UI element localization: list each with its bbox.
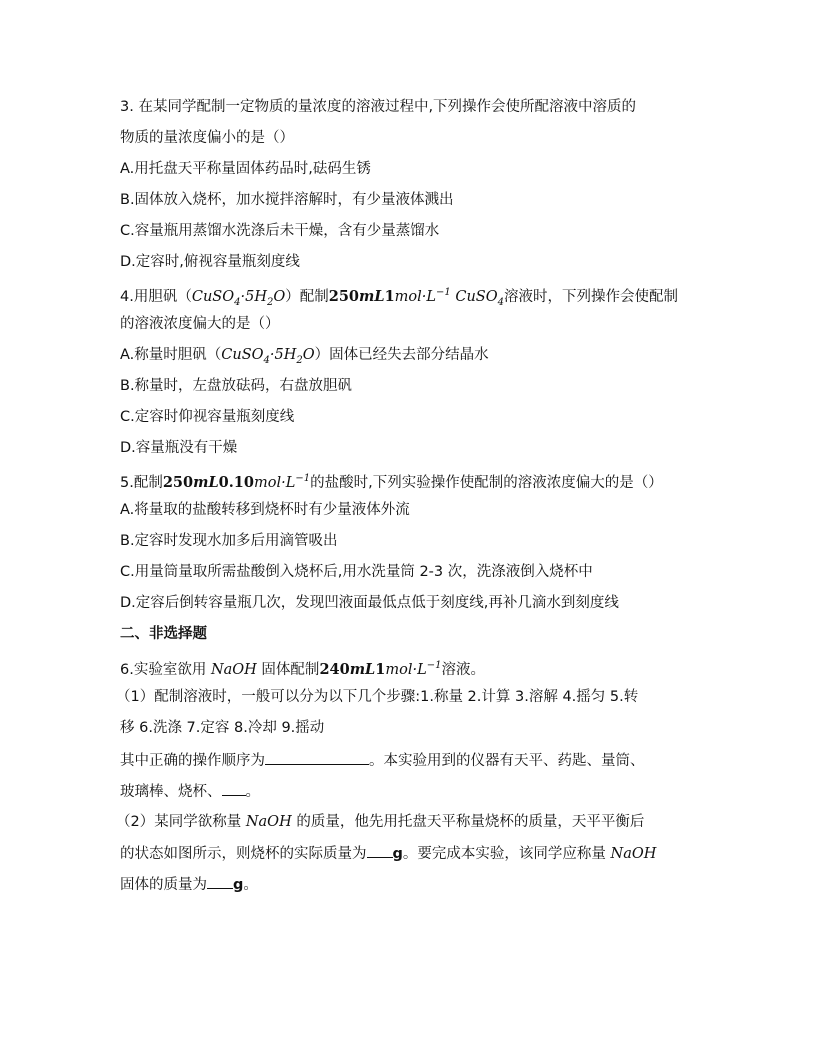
q4-unit-mol: $mol\cdot L^{-1}$ xyxy=(394,287,451,305)
q4-solute: CuSO$_4$ xyxy=(455,288,505,308)
q4-option-c: C.定容时仰视容量瓶刻度线 xyxy=(120,409,295,425)
q4-conc: 1 xyxy=(384,287,395,305)
q4-amount: 250 xyxy=(328,287,360,305)
q6-unit-mol: $mol\cdot L^{-1}$ xyxy=(385,660,442,678)
q6-part1-line-3: 其中正确的操作顺序为 。本实验用到的仪器有天平、药匙、量筒、 xyxy=(120,750,645,771)
q4-stem-text-3: 溶液时，下列操作会使配制 xyxy=(504,288,679,305)
q5-unit-mol: $mol\cdot L^{-1}$ xyxy=(254,473,311,491)
q5-option-a: A.将量取的盐酸转移到烧杯时有少量液体外流 xyxy=(120,502,410,518)
q4-formula-hydrate: $CuSO_4\cdot 5H_2O$ xyxy=(191,288,286,308)
answer-blank-order[interactable] xyxy=(265,750,369,765)
section-heading: 二、非选择题 xyxy=(120,626,207,642)
q4-option-b: B.称量时，左盘放砝码，右盘放胆矾 xyxy=(120,378,353,394)
answer-blank-instrument[interactable] xyxy=(222,781,246,796)
q6-conc: 1 xyxy=(375,660,386,678)
q6-amount: 240 xyxy=(319,660,350,678)
q6-part1-line-1: （1）配制溶液时，一般可以分为以下几个步骤:1.称量 2.计算 3.溶解 4.摇匀 5.转 xyxy=(116,689,639,705)
q3-option-c: C.容量瓶用蒸馏水洗涤后未干燥，含有少量蒸馏水 xyxy=(120,223,440,239)
q5-stem: 5.配制$250mL0.10mol\cdot L^{-1}$的盐酸时,下列实验操作使配制的溶液浓度偏大的是（） xyxy=(120,473,663,491)
q4-option-d: D.容量瓶没有干燥 xyxy=(120,440,238,456)
q3-option-d: D.定容时,俯视容量瓶刻度线 xyxy=(120,254,300,270)
q5-unit-ml: mL xyxy=(193,473,219,491)
q4-option-a: A.称量时胆矾$(CuSO_4\cdot 5H_2O)$固体已经失去部分结晶水 xyxy=(120,347,489,366)
answer-blank-beaker-mass[interactable] xyxy=(367,843,393,858)
q3-option-b: B.固体放入烧杯，加水搅拌溶解时，有少量液体溅出 xyxy=(120,192,454,208)
q4-stem-line-2: 的溶液浓度偏大的是（） xyxy=(120,316,280,332)
q4-option-a-formula: $CuSO_4\cdot 5H_2O$ xyxy=(221,347,315,366)
q5-option-d: D.定容后倒转容量瓶几次，发现凹液面最低点低于刻度线,再补几滴水到刻度线 xyxy=(120,595,619,611)
q4-unit-ml: mL xyxy=(359,287,385,305)
q6-stem: 6.实验室欲用 NaOH 固体配制$240mL1mol\cdot L^{-1}$溶液。 xyxy=(120,660,485,678)
q4-stem-line-1 xyxy=(120,283,678,313)
q3-option-a: A.用托盘天平称量固体药品时,砝码生锈 xyxy=(120,161,371,177)
q4-stem-text-2: ）配制 xyxy=(285,288,329,305)
q6-part2-line-2: 的状态如图所示，则烧杯的实际质量为 g。要完成本实验，该同学应称量 NaOH xyxy=(120,843,656,864)
q4-stem-text-1: 4.用胆矾（ xyxy=(120,288,192,305)
q6-part1-line-2: 移 6.洗涤 7.定容 8.冷却 9.摇动 xyxy=(120,720,325,736)
q6-unit-ml: mL xyxy=(349,660,376,678)
q6-part1-line-4: 玻璃棒、烧杯、 。 xyxy=(120,781,260,802)
q3-stem-line-2: 物质的量浓度偏小的是（） xyxy=(120,130,294,146)
q6-naoh: NaOH xyxy=(210,661,257,678)
q5-option-b: B.定容时发现水加多后用滴管吸出 xyxy=(120,533,338,549)
q3-stem-line-1: 3. 在某同学配制一定物质的量浓度的溶液过程中,下列操作会使所配溶液中溶质的 xyxy=(120,99,637,115)
q6-part2-line-3: 固体的质量为 g。 xyxy=(120,874,258,895)
answer-blank-naoh-mass[interactable] xyxy=(207,874,233,889)
q5-option-c: C.用量筒量取所需盐酸倒入烧杯后,用水洗量筒 2-3 次，洗涤液倒入烧杯中 xyxy=(120,564,593,580)
q5-amount: 250 xyxy=(162,473,194,491)
q6-part2-line-1: （2）某同学欲称量 NaOH 的质量，他先用托盘天平称量烧杯的质量，天平平衡后 xyxy=(116,814,645,830)
q5-conc: 0.10 xyxy=(218,473,254,491)
